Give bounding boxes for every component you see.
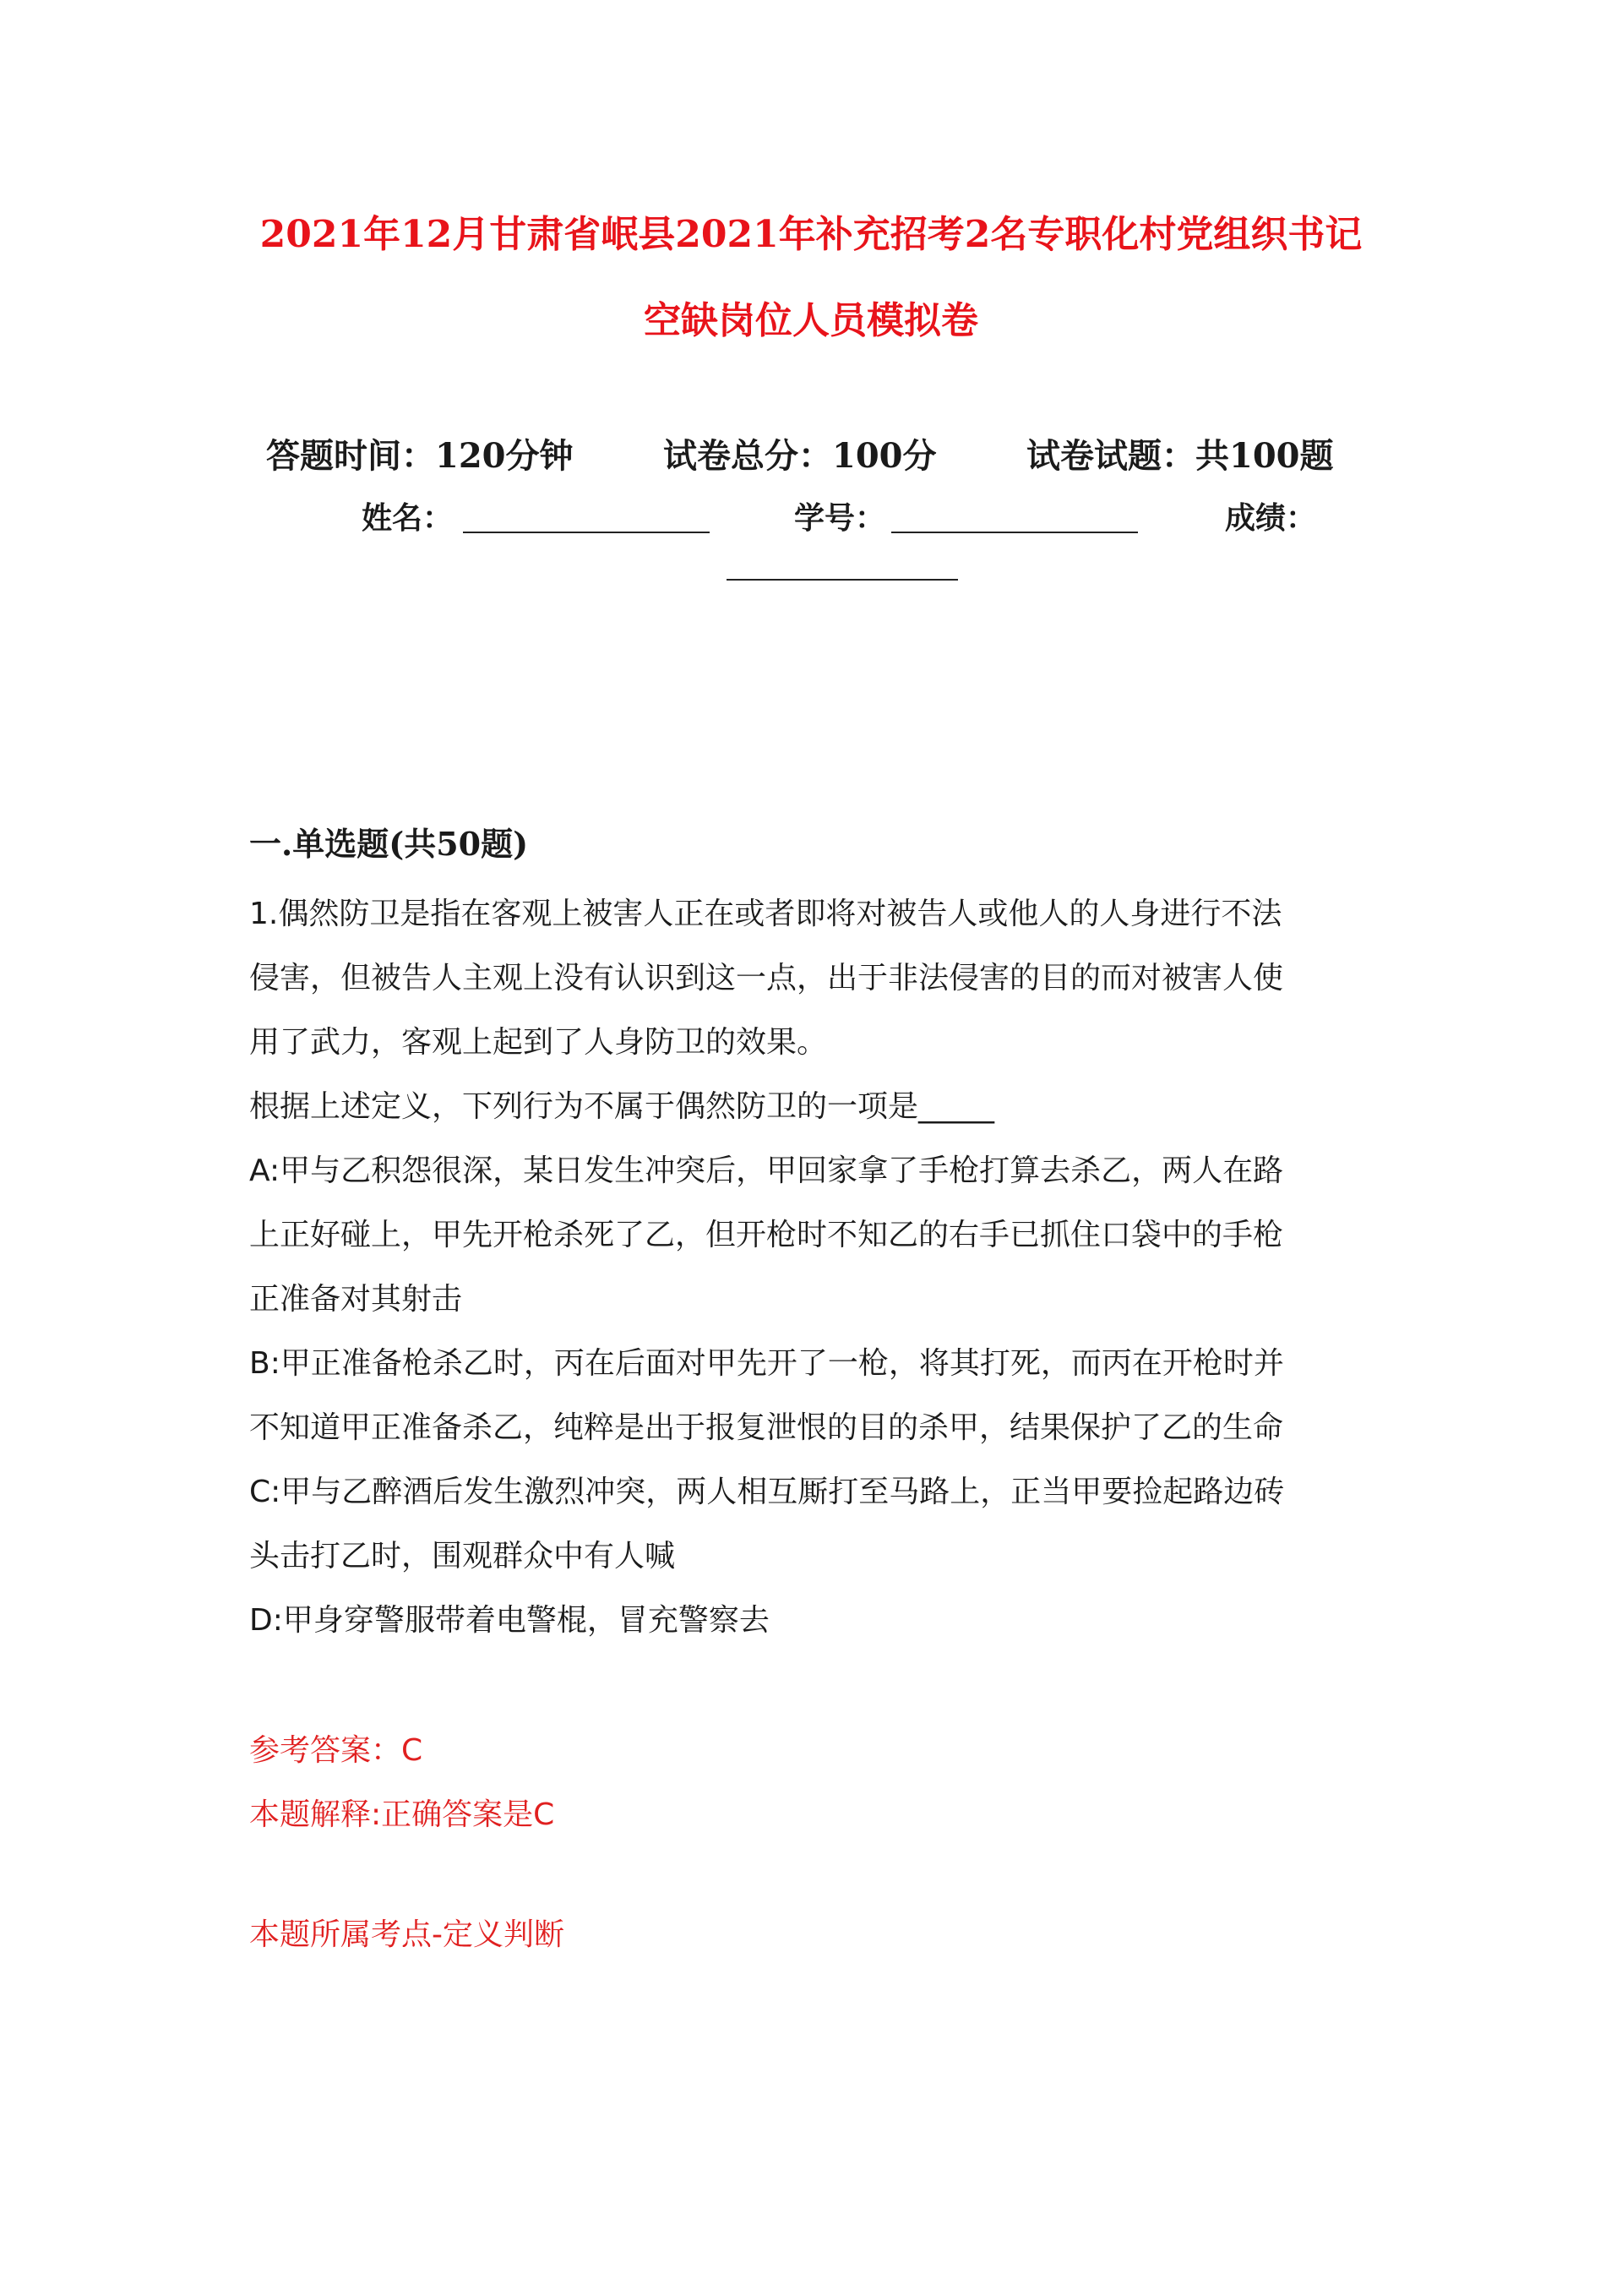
option-c-line: 头击打乙时，围观群众中有人喊 [249,1539,676,1573]
option-c-line: C:甲与乙醉酒后发生激烈冲突，两人相互厮打至马路上，正当甲要捡起路边砖 [249,1475,1285,1509]
option-c [249,1460,1381,1589]
exam-title-line1: 2021年12月甘肃省岷县2021年补充招考2名专职化村党组织书记 [259,213,1363,256]
exam-title-line2: 空缺岗位人员模拟卷 [644,299,978,342]
reference-answer: 参考答案：C [249,1733,423,1768]
exam-info-row [253,429,1369,480]
question-stem [249,882,1381,1653]
score-label: 成绩： [1225,500,1317,536]
option-b [249,1332,1381,1460]
stem-line: 用了武力，客观上起到了人身防卫的效果。 [249,1025,828,1060]
stem-line: 根据上述定义，下列行为不属于偶然防卫的一项是_____ [249,1089,995,1124]
exam-total-score: 试卷总分：100分 [663,436,937,476]
exam-time: 答题时间：120分钟 [266,436,574,476]
student-id-blank[interactable] [891,532,1138,533]
answer-explanation: 本题解释:正确答案是C [249,1797,555,1832]
option-a-line: 正准备对其射击 [249,1282,463,1317]
option-b-line: 不知道甲正准备杀乙，纯粹是出于报复泄恨的目的杀甲，结果保护了乙的生命 [249,1410,1284,1445]
name-label: 姓名： [362,500,454,536]
option-a [249,1139,1381,1332]
score-blank[interactable] [727,579,958,581]
section-title: 一.单选题(共50题) [249,825,529,863]
option-b-line: B:甲正准备枪杀乙时，丙在后面对甲先开了一枪，将其打死，而丙在开枪时并 [249,1346,1284,1381]
option-a-line: 上正好碰上，甲先开枪杀死了乙，但开枪时不知乙的右手已抓住口袋中的手枪 [249,1218,1284,1252]
option-d [249,1589,1381,1653]
name-blank[interactable] [463,532,710,533]
stem-line: 1.偶然防卫是指在客观上被害人正在或者即将对被告人或他人的人身进行不法 [249,897,1282,931]
student-id-label: 学号： [794,500,886,536]
student-fields-row [338,494,1352,537]
exam-question-count: 试卷试题：共100题 [1026,436,1334,476]
option-d-line: D:甲身穿警服带着电警棍，冒充警察去 [249,1603,770,1638]
option-a-line: A:甲与乙积怨很深，某日发生冲突后，甲回家拿了手枪打算去杀乙，两人在路 [249,1153,1284,1188]
answer-topic: 本题所属考点-定义判断 [249,1917,564,1952]
stem-line: 侵害，但被告人主观上没有认识到这一点，出于非法侵害的目的而对被害人使 [249,961,1284,995]
